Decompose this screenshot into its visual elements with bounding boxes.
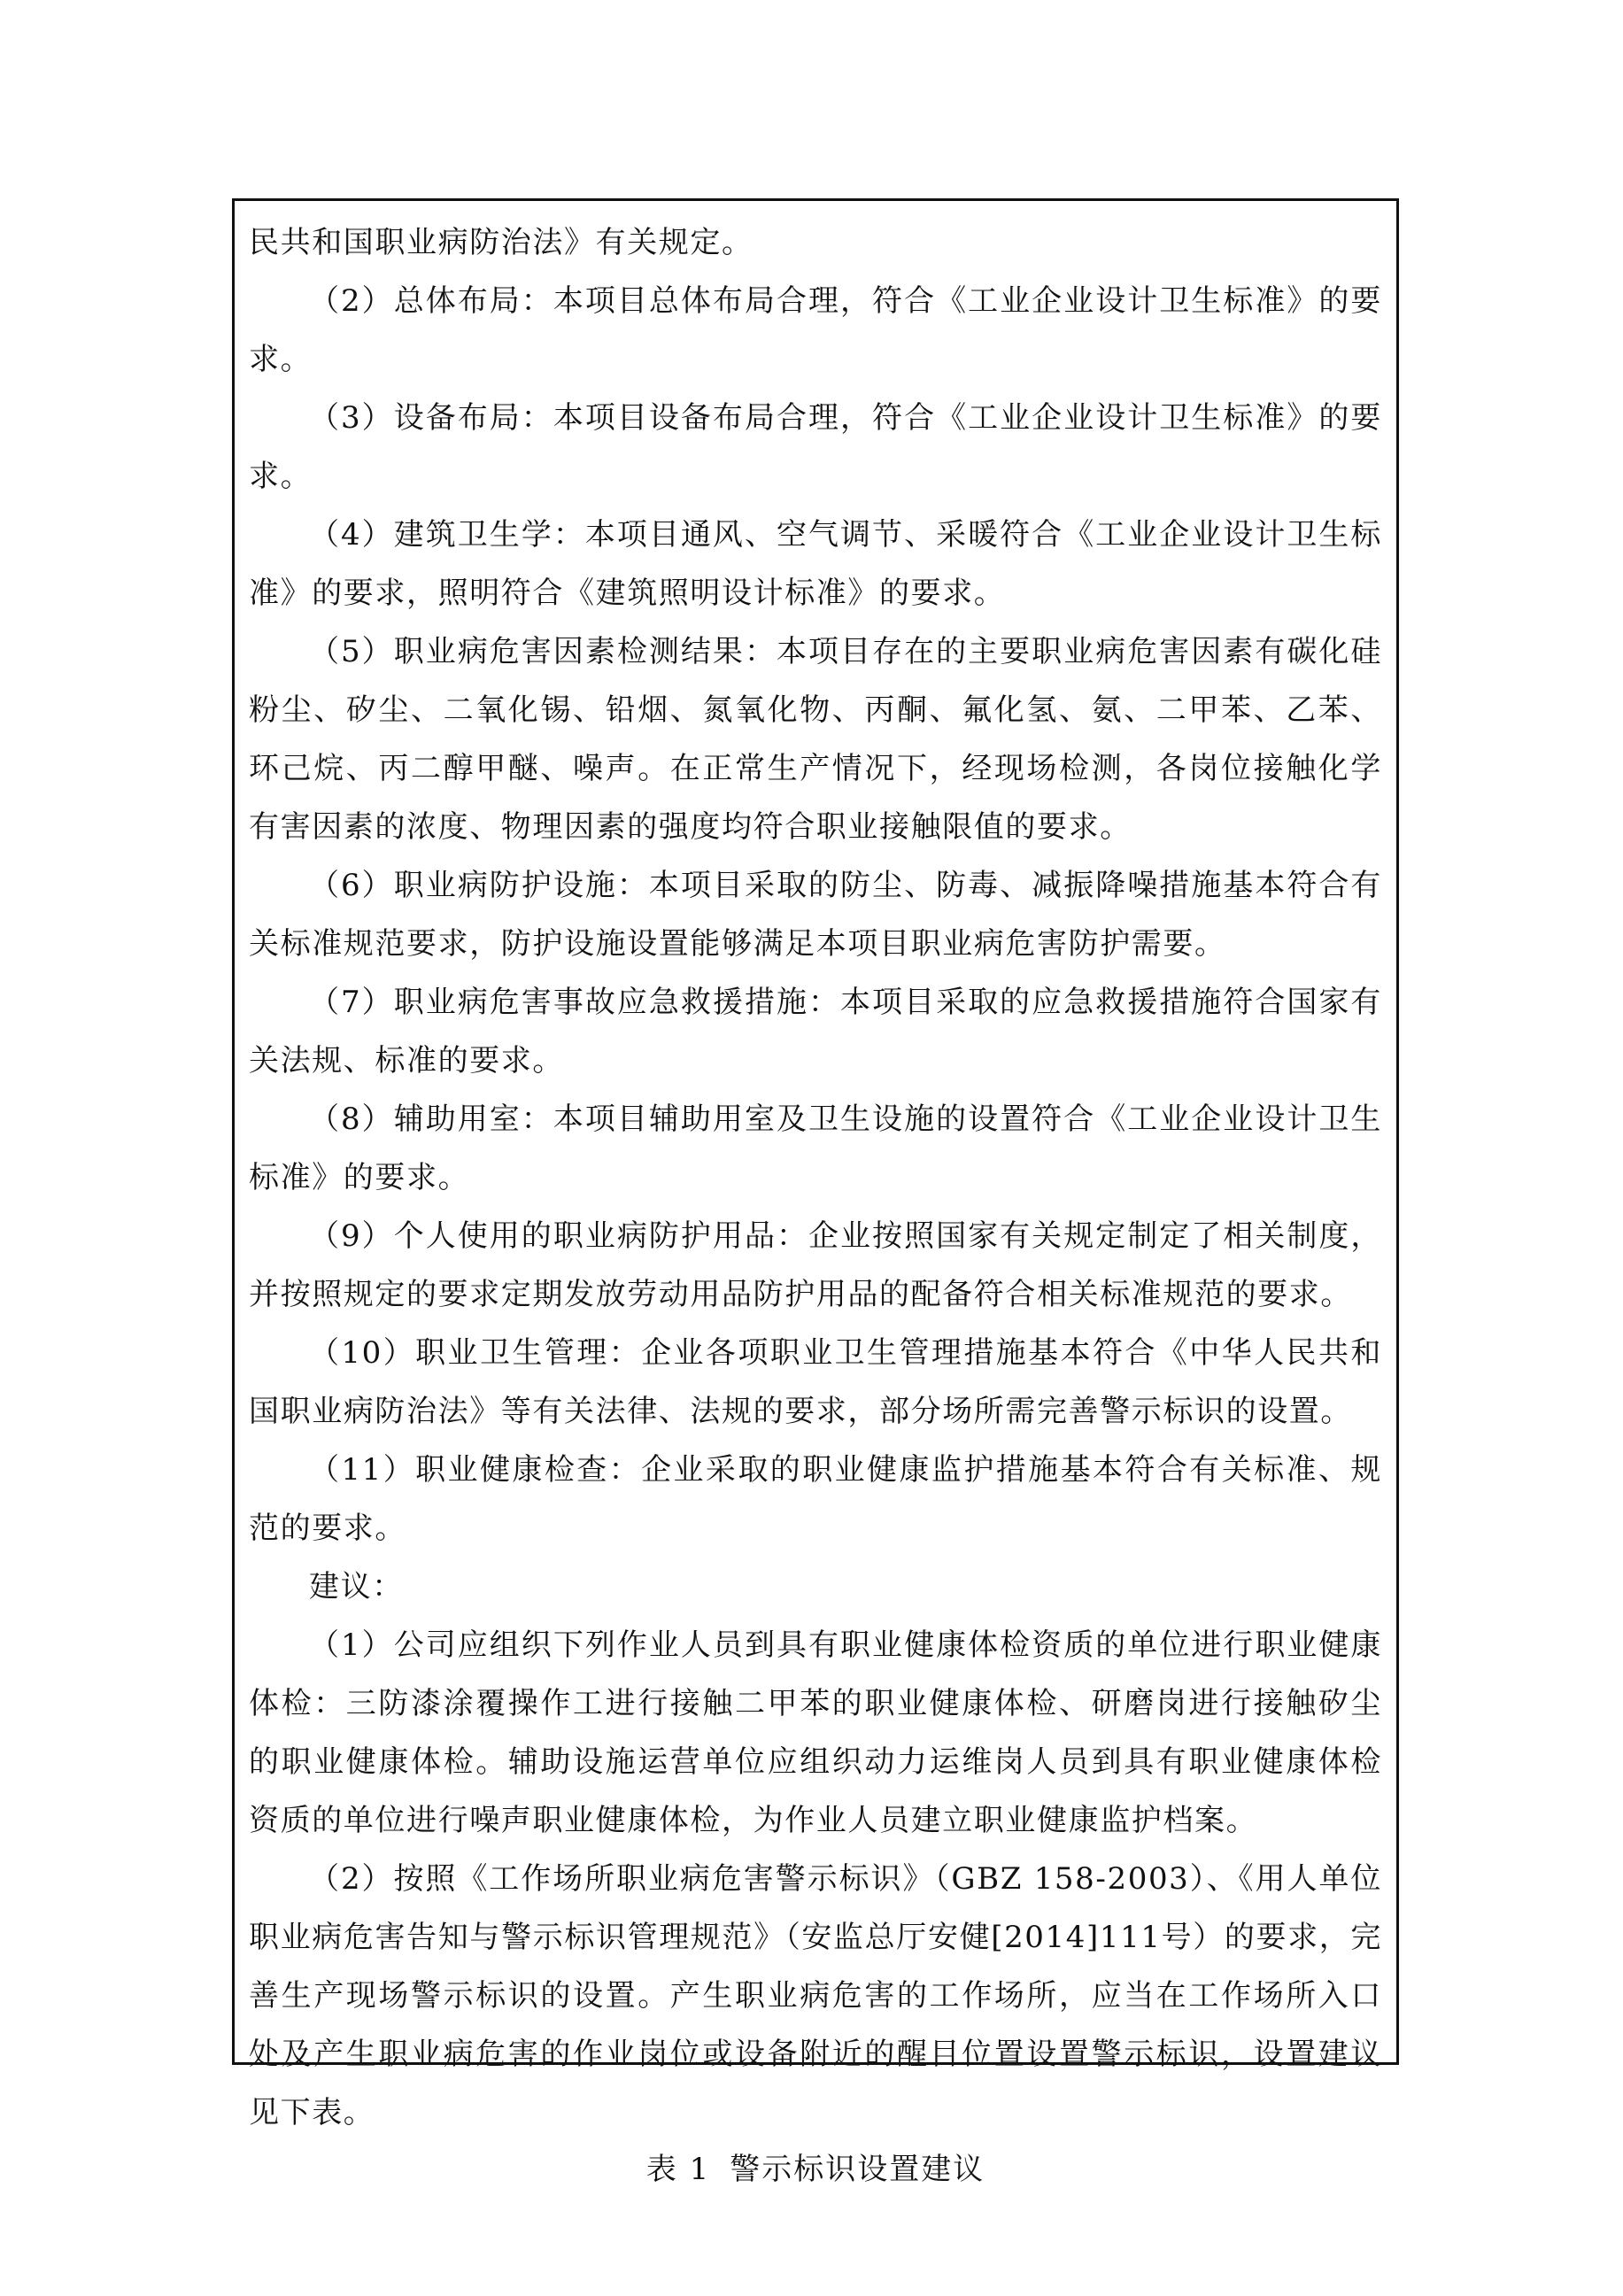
paragraph-suggestion-1: （1）公司应组织下列作业人员到具有职业健康体检资质的单位进行职业健康体检：三防漆涂覆操作工进行接触二甲苯的职业健康体检、研磨岗进行接触矽尘的职业健康体检。辅助设施运营单位应组织动力运维岗人员到具有职业健康体检资质的单位进行噪声职业健康体检，为作业人员建立职业健康监护档案。 <box>249 1627 1382 1838</box>
paragraph-building-hygiene: （4）建筑卫生学：本项目通风、空气调节、采暖符合《工业企业设计卫生标准》的要求，照明符合《建筑照明设计标准》的要求。 <box>249 517 1382 611</box>
paragraph-overall-layout: （2）总体布局：本项目总体布局合理，符合《工业企业设计卫生标准》的要求。 <box>249 283 1382 377</box>
paragraph-personal-protection: （9）个人使用的职业病防护用品：企业按照国家有关规定制定了相关制度，并按照规定的要求定期发放劳动用品防护用品的配备符合相关标准规范的要求。 <box>249 1218 1382 1312</box>
paragraph-emergency-rescue: （7）职业病危害事故应急救援措施：本项目采取的应急救援措施符合国家有关法规、标准的要求。 <box>249 985 1382 1078</box>
table-number: 表 1 <box>645 2152 711 2187</box>
paragraph-hygiene-management: （10）职业卫生管理：企业各项职业卫生管理措施基本符合《中华人民共和国职业病防治法》等有关法律、法规的要求，部分场所需完善警示标识的设置。 <box>249 1335 1382 1429</box>
paragraph-continuation: 民共和国职业病防治法》有关规定。 <box>249 225 754 260</box>
table-caption <box>249 2142 1382 2197</box>
paragraph-protection-facilities: （6）职业病防护设施：本项目采取的防尘、防毒、减振降噪措施基本符合有关标准规范要求，防护设施设置能够满足本项目职业病危害防护需要。 <box>249 868 1382 962</box>
content-frame <box>232 198 1399 2187</box>
paragraph-health-examination: （11）职业健康检查：企业采取的职业健康监护措施基本符合有关标准、规范的要求。 <box>249 1452 1382 1546</box>
paragraph-equipment-layout: （3）设备布局：本项目设备布局合理，符合《工业企业设计卫生标准》的要求。 <box>249 400 1382 494</box>
table-title: 警示标识设置建议 <box>730 2152 985 2187</box>
paragraph-auxiliary-rooms: （8）辅助用室：本项目辅助用室及卫生设施的设置符合《工业企业设计卫生标准》的要求。 <box>249 1102 1382 1195</box>
paragraph-hazard-detection: （5）职业病危害因素检测结果：本项目存在的主要职业病危害因素有碳化硅粉尘、矽尘、二氧化锡、铅烟、氮氧化物、丙酮、氟化氢、氨、二甲苯、乙苯、环己烷、丙二醇甲醚、噪声。在正常生产情况下，经现场检测，各岗位接触化学有害因素的浓度、物理因素的强度均符合职业接触限值的要求。 <box>249 634 1382 845</box>
paragraph-suggestions-heading: 建议： <box>309 1569 404 1604</box>
paragraph-suggestion-2: （2）按照《工作场所职业病危害警示标识》（GBZ 158-2003）、《用人单位职业病危害告知与警示标识管理规范》（安监总厅安健[2014]111号）的要求，完善生产现场警示标识的设置。产生职业病危害的工作场所，应当在工作场所入口处及产生职业病危害的作业岗位或设备附近的醒目位置设置警示标识，设置建议见下表。 <box>249 1861 1382 2130</box>
